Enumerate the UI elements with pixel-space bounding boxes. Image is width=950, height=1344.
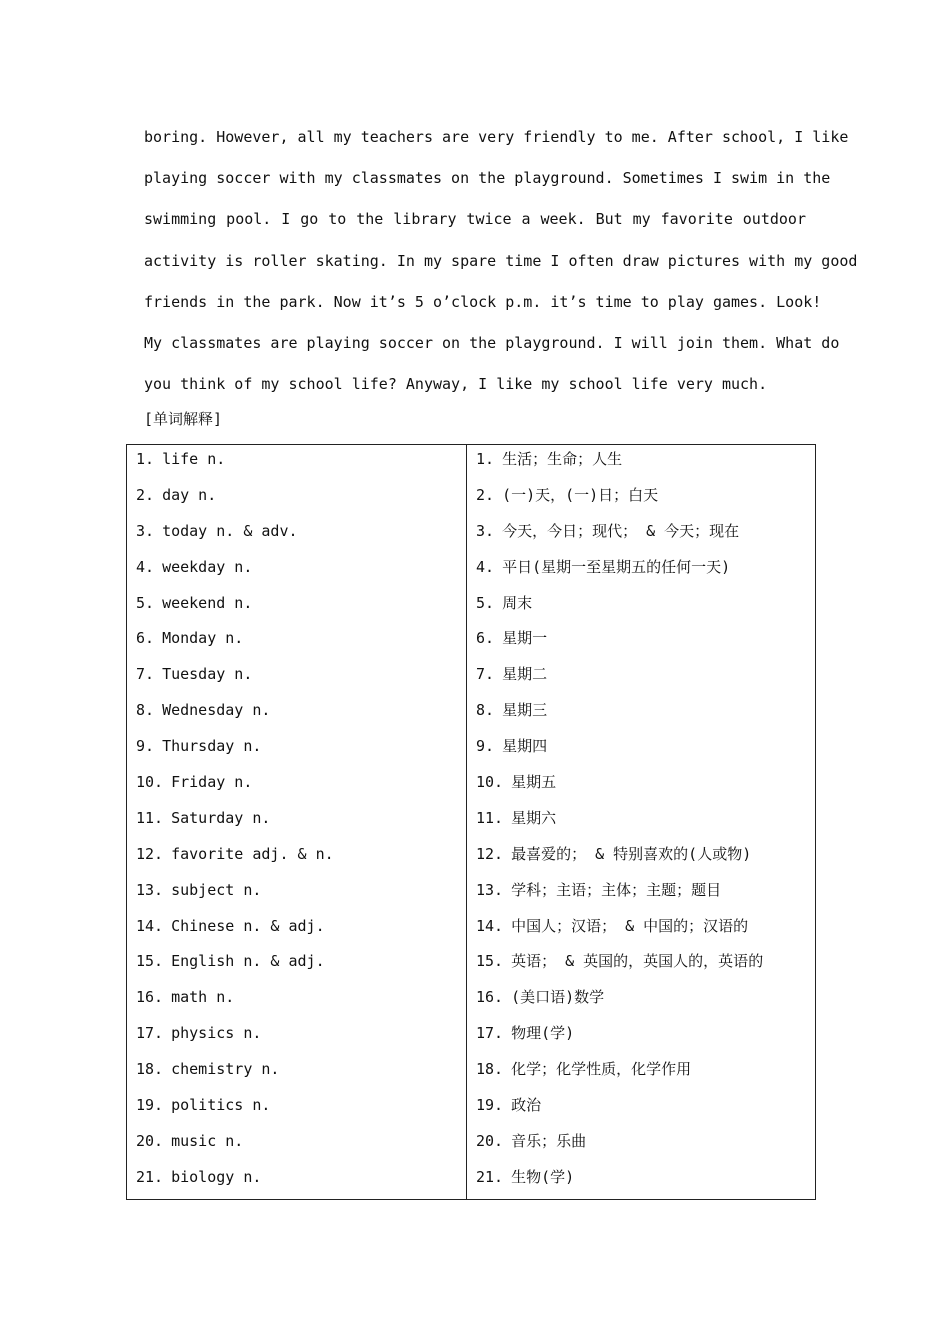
english-word: Tuesday n. [162,665,253,684]
chinese-meaning: 星期六 [511,808,557,827]
chinese-meaning: 中国人；汉语； & 中国的；汉语的 [511,916,749,935]
vocabulary-table [126,444,816,1200]
chinese-meaning: 星期五 [511,773,557,792]
item-number: 8. [136,701,155,720]
english-word: Saturday n. [171,808,271,827]
vocab-row [136,699,466,735]
item-number: 16. [136,988,164,1007]
item-number: 5. [476,593,495,612]
item-number: 18. [476,1060,504,1079]
english-word: favorite adj. & n. [171,844,334,863]
item-number: 20. [476,1131,504,1150]
vocab-row [136,879,466,915]
passage-line: swimming pool. I go to the library twice a week. But my favorite outdoor [144,210,806,229]
chinese-meaning: 生活；生命；人生 [502,450,623,468]
section-heading: [单词解释] [144,410,223,428]
vocab-row [476,663,815,699]
vocab-row [476,771,815,807]
item-number: 20. [136,1131,164,1150]
english-word: weekend n. [162,593,253,612]
english-word: life n. [162,450,226,468]
chinese-meaning: 化学；化学性质，化学作用 [511,1060,692,1079]
vocab-row [476,807,815,843]
item-number: 10. [136,773,164,792]
item-number: 3. [136,521,155,540]
vocab-row [136,915,466,951]
item-number: 15. [476,952,504,971]
vocab-row [136,1094,466,1130]
item-number: 13. [476,880,504,899]
vocab-row [136,1130,466,1166]
vocab-row [476,950,815,986]
vocab-row [476,484,815,520]
chinese-meaning: 最喜爱的； & 特别喜欢的(人或物) [511,844,752,863]
english-word: day n. [162,485,217,504]
item-number: 16. [476,988,504,1007]
item-number: 12. [476,844,504,863]
item-number: 11. [136,808,164,827]
chinese-column [467,445,815,1199]
chinese-meaning: 学科；主语；主体；主题；题目 [511,880,722,899]
chinese-meaning: 星期三 [502,701,548,720]
item-number: 3. [476,521,495,540]
vocab-row [136,771,466,807]
chinese-meaning: 平日(星期一至星期五的任何一天) [502,557,731,576]
item-number: 6. [476,629,495,648]
item-number: 21. [136,1167,164,1186]
chinese-meaning: 物理(学) [511,1024,575,1043]
vocab-row [476,1058,815,1094]
english-word: Wednesday n. [162,701,271,720]
vocab-row [476,915,815,951]
item-number: 14. [476,916,504,935]
english-word: biology n. [171,1167,262,1186]
chinese-meaning: (美口语)数学 [511,988,605,1007]
english-word: subject n. [171,880,262,899]
vocab-row [136,1022,466,1058]
passage-line: playing soccer with my classmates on the playground. Sometimes I swim in the [144,169,831,188]
vocab-row [476,520,815,556]
item-number: 19. [136,1096,164,1115]
vocab-row [136,627,466,663]
vocab-row [476,448,815,484]
chinese-meaning: 星期四 [502,737,548,756]
item-number: 1. [476,450,495,468]
chinese-meaning: 星期二 [502,665,548,684]
passage-line: My classmates are playing soccer on the playground. I will join them. What do [144,333,840,352]
vocab-row [476,986,815,1022]
passage-line: boring. However, all my teachers are very friendly to me. After school, I like [144,128,849,146]
english-word: chemistry n. [171,1060,280,1079]
item-number: 6. [136,629,155,648]
vocab-row [476,1094,815,1130]
english-word: music n. [171,1131,244,1150]
item-number: 9. [476,737,495,756]
item-number: 2. [476,485,495,504]
vocab-row [476,1166,815,1202]
english-column [127,445,467,1199]
item-number: 18. [136,1060,164,1079]
item-number: 7. [476,665,495,684]
english-word: Chinese n. & adj. [171,916,325,935]
passage-line: friends in the park. Now it’s 5 o’clock p.m. it’s time to play games. Look! [144,292,822,311]
chinese-meaning: 周末 [502,593,533,612]
vocab-row [476,1022,815,1058]
item-number: 12. [136,844,164,863]
english-word: Friday n. [171,773,253,792]
reading-passage [144,121,858,409]
english-word: politics n. [171,1096,271,1115]
english-word: math n. [171,988,235,1007]
item-number: 5. [136,593,155,612]
vocab-row [136,843,466,879]
vocab-row [136,520,466,556]
vocab-row [136,556,466,592]
vocab-row [136,950,466,986]
chinese-meaning: 生物(学) [511,1167,575,1186]
vocab-row [476,699,815,735]
vocab-row [476,1130,815,1166]
chinese-meaning: 音乐；乐曲 [511,1131,587,1150]
chinese-meaning: 英语； & 英国的，英国人的，英语的 [511,952,764,971]
vocab-row [136,807,466,843]
vocab-row [136,592,466,628]
vocab-row [136,986,466,1022]
item-number: 13. [136,880,164,899]
vocab-row [476,556,815,592]
vocab-row [476,879,815,915]
vocab-row [136,735,466,771]
english-word: physics n. [171,1024,262,1043]
english-word: English n. & adj. [171,952,325,971]
vocab-row [476,735,815,771]
item-number: 17. [136,1024,164,1043]
item-number: 7. [136,665,155,684]
english-word: Monday n. [162,629,244,648]
vocab-row [476,627,815,663]
item-number: 8. [476,701,495,720]
item-number: 19. [476,1096,504,1115]
vocab-row [476,843,815,879]
english-word: weekday n. [162,557,253,576]
item-number: 10. [476,773,504,792]
item-number: 14. [136,916,164,935]
vocab-row [136,448,466,484]
chinese-meaning: (一)天，(一)日；白天 [502,485,659,504]
chinese-meaning: 政治 [511,1096,542,1115]
passage-line: you think of my school life? Anyway, I like my school life very much. [144,375,768,394]
item-number: 2. [136,485,155,504]
vocab-row [476,592,815,628]
chinese-meaning: 今天，今日；现代； & 今天；现在 [502,521,740,540]
item-number: 15. [136,952,164,971]
item-number: 4. [136,557,155,576]
item-number: 21. [476,1167,504,1186]
passage-line: activity is roller skating. In my spare time I often draw pictures with my good [144,251,858,270]
vocab-row [136,484,466,520]
english-word: Thursday n. [162,737,262,756]
item-number: 17. [476,1024,504,1043]
chinese-meaning: 星期一 [502,629,548,648]
english-word: today n. & adv. [162,521,298,540]
item-number: 9. [136,737,155,756]
vocab-row [136,1166,466,1202]
vocab-row [136,1058,466,1094]
vocab-row [136,663,466,699]
item-number: 1. [136,450,155,468]
item-number: 4. [476,557,495,576]
item-number: 11. [476,808,504,827]
